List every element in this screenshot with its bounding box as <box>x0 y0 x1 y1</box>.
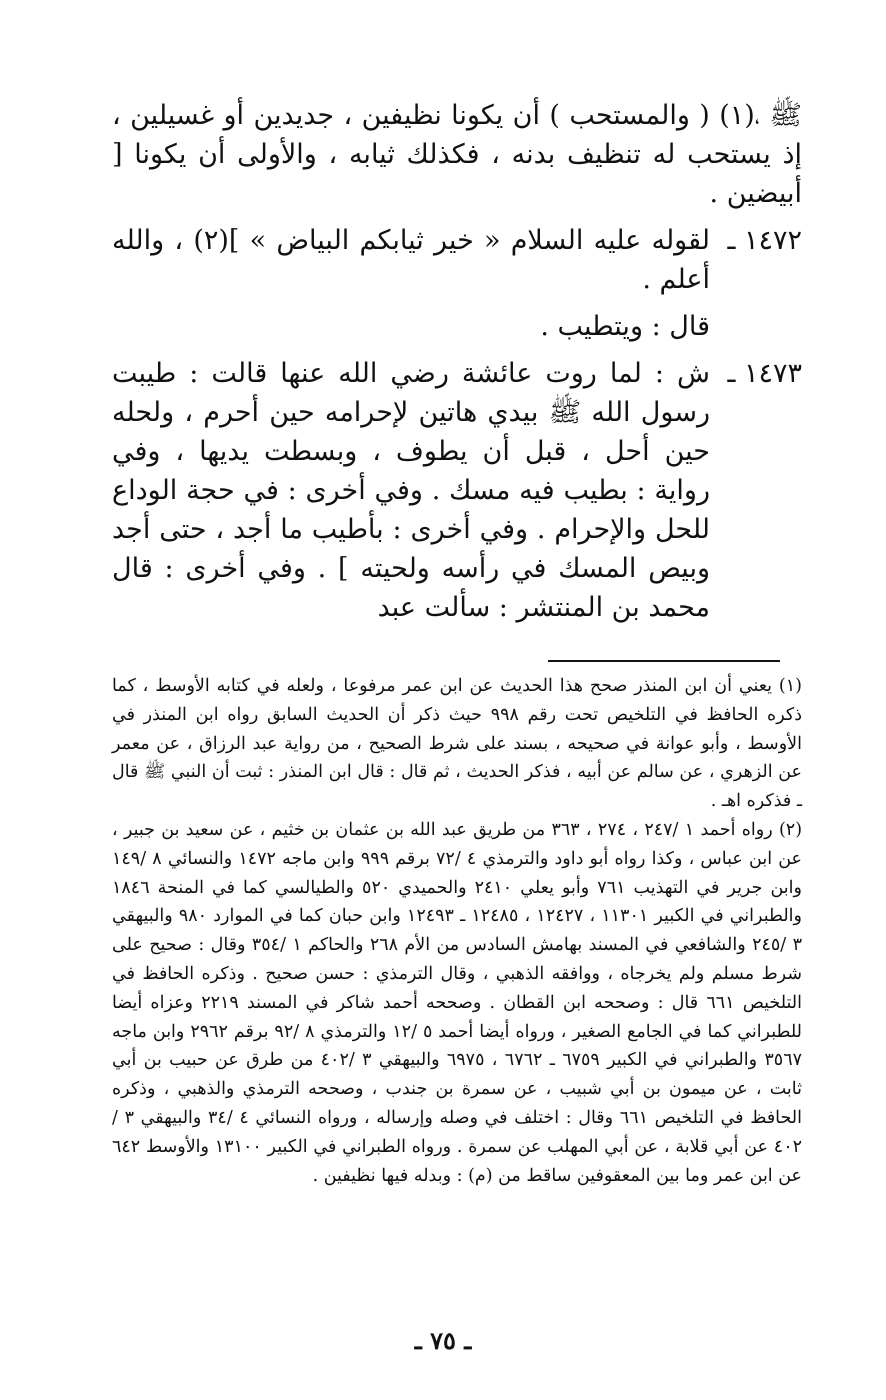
paragraph-1: ﷺ ،(١) ( والمستحب ) أن يكونا نظيفين ، جديدين أو غسيلين ، إذ يستحب له تنظيف بدنه ، فكذلك ثيابه ، والأولى أن يكونا [ أبيضين . <box>112 100 802 209</box>
entry-1472 <box>112 221 802 299</box>
page-number: ـ ٧٥ ـ <box>414 1326 472 1355</box>
entry-number-1472: ١٤٧٢ ـ <box>727 225 802 256</box>
footnote-separator <box>548 660 780 662</box>
entry-number-1473: ١٤٧٣ ـ <box>727 358 802 389</box>
entry-text-1473: ش : لما روت عائشة رضي الله عنها قالت : طيبت رسول الله ﷺ بيدي هاتين لإحرامه حين أحرم ، ولحله حين أحل ، قبل أن يطوف ، وبسطت يديها ، وفي رواية : بطيب فيه مسك . وفي أخرى : في حجة الوداع للحل والإحرام . وفي أخرى : بأطيب ما أجد ، حتى أجد وبيص المسك في رأسه ولحيته ] . وفي أخرى : قال محمد بن المنتشر : سألت عبد <box>112 358 710 623</box>
entry-text-1472: لقوله عليه السلام « خير ثيابكم البياض » ](٢) ، والله أعلم . <box>112 225 711 295</box>
main-text <box>112 96 802 627</box>
entry-1473 <box>112 354 802 627</box>
footnotes <box>112 672 802 1190</box>
paragraph-qala: قال : ويتطيب . <box>540 311 710 342</box>
footnote-2: (٢) رواه أحمد ١ /٢٤٧ ، ٢٧٤ ، ٣٦٣ من طريق عبد الله بن عثمان بن خثيم ، عن سعيد بن جبير ، عن ابن عباس ، وكذا رواه أبو داود والترمذي ٤ /٧٢ برقم ٩٩٩ وابن ماجه ١٤٧٢ والنسائي ٨ /١٤٩ وابن جرير في التهذيب ٧٦١ وأبو يعلي ٢٤١٠ والحميدي ٥٢٠ والطيالسي كما في المنحة ١٨٤٦ والطبراني في الكبير ١١٣٠١ ، ١٢٤٢٧ ، ١٢٤٨٥ ـ ١٢٤٩٣ وابن حبان كما في الموارد ٩٨٠ والبيهقي ٣ /٢٤٥ والشافعي في المسند بهامش السادس من الأم ٢٦٨ والحاكم ١ /٣٥٤ وقال : صحيح على شرط مسلم ولم يخرجاه ، ووافقه الذهبي ، وقال الترمذي : حسن صحيح . وذكره الحافظ في التلخيص ٦٦١ قال : وصححه ابن القطان . وصححه أحمد شاكر في المسند ٢٢١٩ وعزاه أيضا للطبراني كما في الجامع الصغير ، ورواه أيضا أحمد ٥ /١٢ والترمذي ٨ /٩٢ برقم ٢٩٦٢ وابن ماجه ٣٥٦٧ والطبراني في الكبير ٦٧٥٩ ـ ٦٧٦٢ ، ٦٩٧٥ والبيهقي ٣ /٤٠٢ من طرق عن حبيب بن أبي ثابت ، عن ميمون بن أبي شبيب ، عن سمرة بن جندب ، وصححه الترمذي والذهبي ، وذكره الحافظ في التلخيص ٦٦١ وقال : اختلف في وصله وإرساله ، ورواه النسائي ٤ /٣٤ والبيهقي ٣ /٤٠٢ عن أبي قلابة ، عن أبي المهلب عن سمرة . ورواه الطبراني في الكبير ١٣١٠٠ والأوسط ٦٤٢ عن ابن عمر وما بين المعقوفين ساقط من (م) : وبدله فيها نظيفين . <box>112 819 803 1186</box>
footnote-1: (١) يعني أن ابن المنذر صحح هذا الحديث عن ابن عمر مرفوعا ، ولعله في كتابه الأوسط ، كما ذكره الحافظ في التلخيص تحت رقم ٩٩٨ حيث ذكر أن الحديث السابق رواه ابن المنذر في الأوسط ، وأبو عوانة في صحيحه ، بسند على شرط الصحيح ، من رواية عبد الرزاق ، عن معمر عن الزهري ، عن سالم عن أبيه ، فذكر الحديث ، ثم قال : قال ابن المنذر : ثبت أن النبي ﷺ قال ـ فذكره اهـ . <box>112 676 802 812</box>
